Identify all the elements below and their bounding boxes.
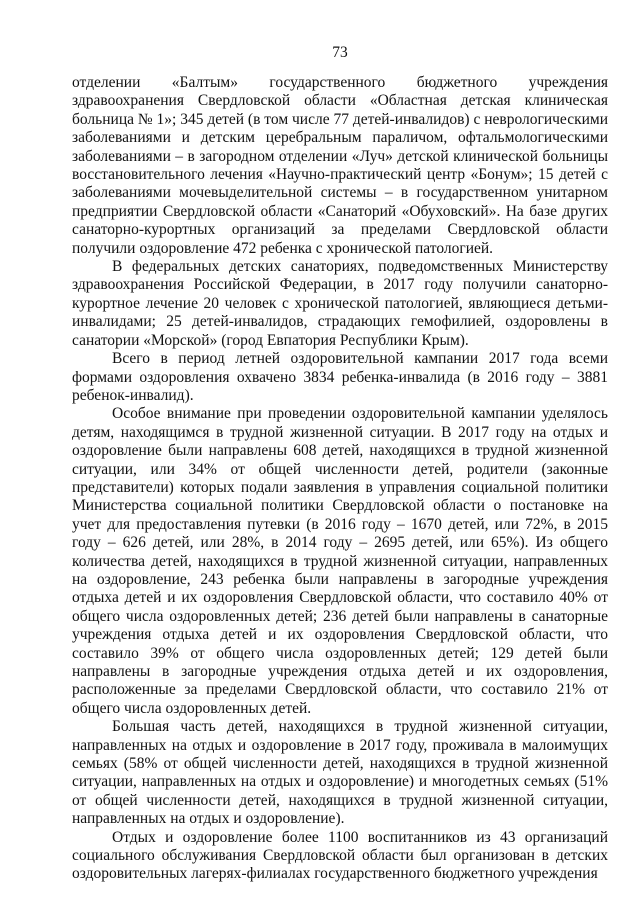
paragraph-federal-sanatoriums: В федеральных детских санаториях, подведомственных Министерству здравоохранения Российской Федерации, в 2017 году получили санаторно-курортное лечение 20 человек с хронической патологией, являющиеся детьми-инвалидами; 25 детей-инвалидов, страдающих гемофилией, оздоровлены в санатории «Морской» (город Евпатория Республики Крым).	[72, 258, 608, 349]
paragraph-continued: отделении «Балтым» государственного бюджетного учреждения здравоохранения Свердловской области «Областная детская клиническая больница № 1»; 345 детей (в том числе 77 детей-инвалидов) с неврологическими заболеваниями и детским церебральным параличом, офтальмологическими заболеваниями – в загородном отделении «Луч» детской клинической больницы восстановительного лечения «Научно-практический центр «Бонум»; 15 детей с заболеваниями мочевыделительной системы – в государственном унитарном предприятии Свердловской области «Санаторий «Обуховский». На базе других санаторно-курортных организаций за пределами Свердловской области получили оздоровление 472 ребенка с хронической патологией.	[72, 74, 608, 257]
paragraph-summer-campaign-total: Всего в период летней оздоровительной кампании 2017 года всеми формами оздоровления охвачено 3834 ребенка-инвалида (в 2016 году – 3881 ребенок-инвалид).	[72, 350, 608, 404]
paragraph-difficult-situation: Особое внимание при проведении оздоровительной кампании уделялось детям, находящимся в трудной жизненной ситуации. В 2017 году на отдых и оздоровление были направлены 608 детей, находящихся в трудной жизненной ситуации, или 34% от общей численности детей, родители (законные представители) которых подали заявления в управления социальной политики Министерства социальной политики Свердловской области о постановке на учет для предоставления путевки (в 2016 году – 1670 детей, или 72%, в 2015 году – 626 детей, или 28%, в 2014 году – 2695 детей, или 65%). Из общего количества детей, находящихся в трудной жизненной ситуации, направленных на оздоровление, 243 ребенка были направлены в загородные учреждения отдыха детей и их оздоровления Свердловской области, что составило 40% от общего числа оздоровленных детей; 236 детей были направлены в санаторные учреждения отдыха детей и их оздоровления Свердловской области, что составило 39% от общего числа оздоровленных детей; 129 детей были направлены в загородные учреждения отдыха детей и их оздоровления, расположенные за пределами Свердловской области, что составило 21% от общего числа оздоровленных детей.	[72, 405, 608, 717]
page-number: 73	[332, 44, 348, 61]
paragraph-families: Большая часть детей, находящихся в трудной жизненной ситуации, направленных на отдых и оздоровление в 2017 году, проживала в малоимущих семьях (58% от общей численности детей, находящихся в трудной жизненной ситуации, направленных на отдых и оздоровление) и многодетных семьях (51% от общей численности детей, находящихся в трудной жизненной ситуации, направленных на отдых и оздоровление).	[72, 718, 608, 828]
paragraph-social-organizations: Отдых и оздоровление более 1100 воспитанников из 43 организаций социального обслуживания Свердловской области был организован в детских оздоровительных лагерях-филиалах государственного бюджетного учреждения	[72, 828, 608, 883]
